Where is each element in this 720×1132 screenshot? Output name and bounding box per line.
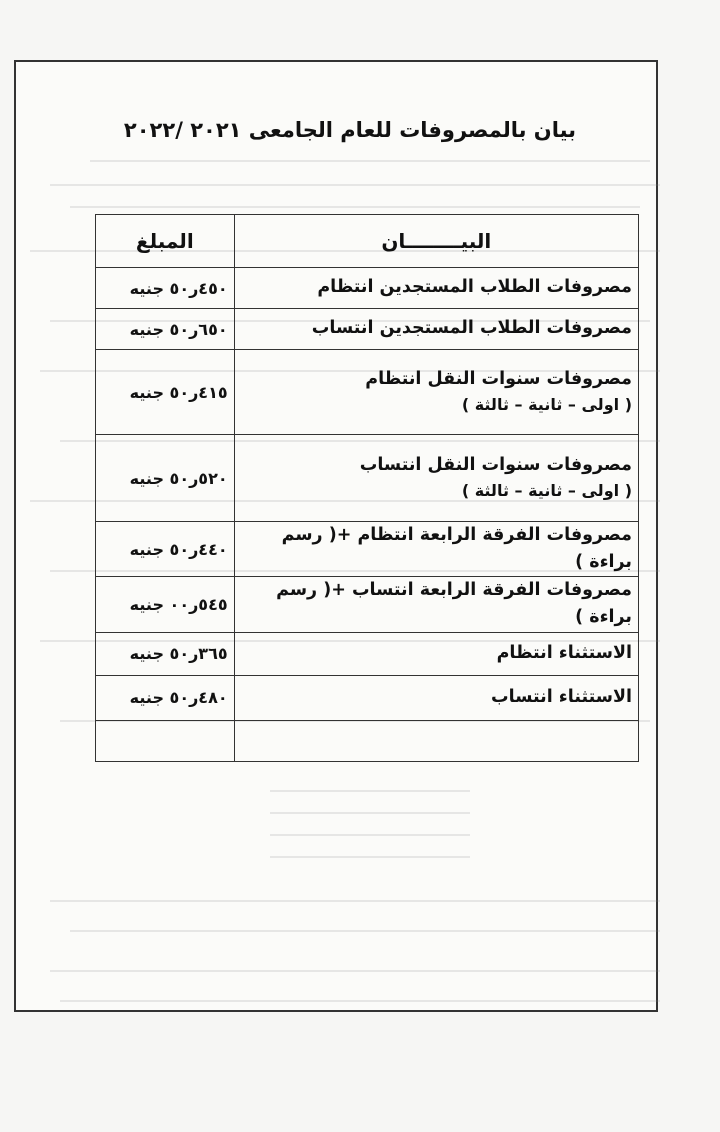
- row-description: الاستثناء انتظام: [234, 632, 638, 675]
- document-title: بيان بالمصروفات للعام الجامعى ٢٠٢١ /٢٠٢٢: [123, 118, 577, 142]
- row-amount: ٥٤٥ر٠٠ جنيه: [96, 577, 235, 632]
- table-header-row: [96, 215, 639, 268]
- row-amount: ٤٥٠ر٥٠ جنيه: [96, 268, 235, 309]
- row-amount: ٦٥٠ر٥٠ جنيه: [96, 309, 235, 350]
- row-description: مصروفات الفرقة الرابعة انتساب +( رسم براءة ): [234, 577, 638, 632]
- row-amount: ٥٢٠ر٥٠ جنيه: [96, 435, 235, 522]
- table-row: [96, 268, 639, 309]
- table-row-empty: [96, 720, 639, 761]
- table-row: [96, 577, 639, 632]
- row-amount: ٤٤٠ر٥٠ جنيه: [96, 522, 235, 577]
- row-amount: [96, 720, 235, 761]
- table-row: [96, 675, 639, 720]
- row-description: مصروفات الفرقة الرابعة انتظام +( رسم براءة ): [234, 522, 638, 577]
- fees-table: [95, 214, 639, 762]
- table-row: [96, 435, 639, 522]
- row-description: مصروفات الطلاب المستجدين انتساب: [234, 309, 638, 350]
- table-row: [96, 350, 639, 435]
- table-row: [96, 522, 639, 577]
- row-description: الاستثناء انتساب: [234, 675, 638, 720]
- table-row: [96, 309, 639, 350]
- row-sub-description: ( اولى – ثانية – ثالثة ): [461, 395, 632, 415]
- row-description: [234, 720, 638, 761]
- row-description: مصروفات سنوات النقل انتظام ( اولى – ثانية – ثالثة ): [234, 350, 638, 435]
- row-amount: ٤١٥ر٥٠ جنيه: [96, 350, 235, 435]
- header-description: البيــــــــان: [234, 215, 638, 268]
- header-amount: المبلغ: [96, 215, 235, 268]
- row-description: مصروفات سنوات النقل انتساب ( اولى – ثانية – ثالثة ): [234, 435, 638, 522]
- table-row: [96, 632, 639, 675]
- row-sub-description: ( اولى – ثانية – ثالثة ): [461, 481, 632, 501]
- row-amount: ٤٨٠ر٥٠ جنيه: [96, 675, 235, 720]
- row-amount: ٣٦٥ر٥٠ جنيه: [96, 632, 235, 675]
- row-description: مصروفات الطلاب المستجدين انتظام: [234, 268, 638, 309]
